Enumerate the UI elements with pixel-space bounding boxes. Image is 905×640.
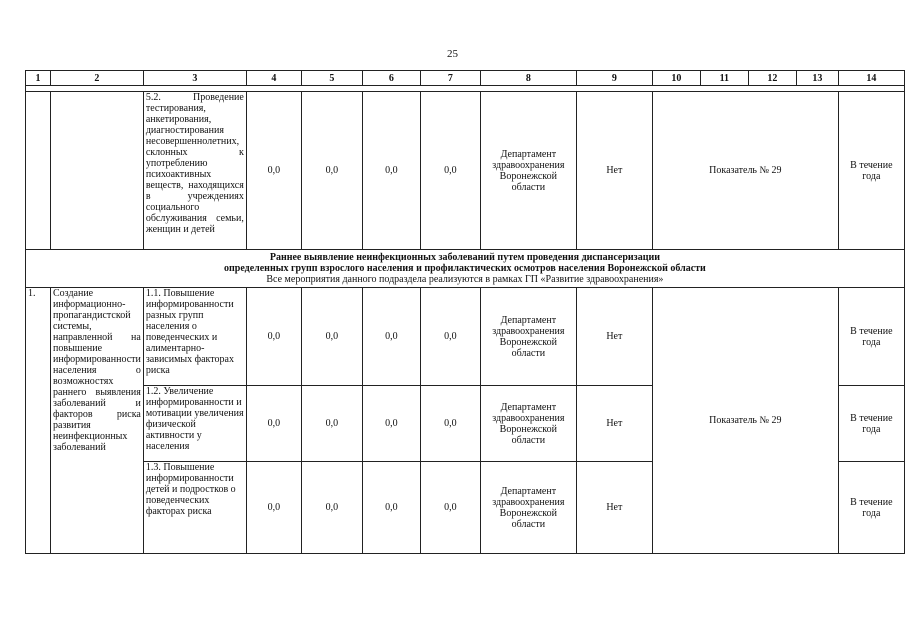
table-row	[26, 288, 905, 386]
col-header: 6	[362, 71, 420, 86]
col-header: 10	[652, 71, 700, 86]
col-header: 12	[748, 71, 796, 86]
value-cell: 0,0	[246, 386, 301, 462]
col-header: 8	[480, 71, 576, 86]
activity-description: 1.1. Повышение информированности разных групп населения о поведенческих и алиментарно-зависимых факторах риска	[143, 288, 246, 386]
department-cell: Департамент здравоохранения Воронежской области	[480, 462, 576, 554]
group-name: Создание информационно-пропагандистской системы, направленной на повышение информированности населения о возможностях раннего выявления заболеваний и факторов риска развития неинфекционных заболеваний	[51, 288, 144, 554]
table-row	[26, 92, 905, 250]
row-number: 1.	[26, 288, 51, 554]
value-cell: 0,0	[301, 288, 362, 386]
department-cell: Департамент здравоохранения Воронежской области	[480, 92, 576, 250]
col-header: 9	[576, 71, 652, 86]
value-cell: 0,0	[362, 386, 420, 462]
col-header: 7	[420, 71, 480, 86]
value-cell: 0,0	[420, 288, 480, 386]
activity-description: 1.3. Повышение информированности детей и подростков о поведенческих факторах риска	[143, 462, 246, 554]
value-cell: 0,0	[362, 288, 420, 386]
indicator-cell: Показатель № 29	[652, 92, 838, 250]
funding-cell: Нет	[576, 462, 652, 554]
section-title: определенных групп взрослого населения и профилактических осмотров населения Воронежской области	[224, 263, 706, 274]
value-cell: 0,0	[420, 462, 480, 554]
department-cell: Департамент здравоохранения Воронежской области	[480, 288, 576, 386]
funding-cell: Нет	[576, 288, 652, 386]
term-cell: В течение года	[838, 288, 904, 386]
value-cell: 0,0	[246, 462, 301, 554]
activity-description: 1.2. Увеличение информированности и мотивации увеличения физической активности у населения	[143, 386, 246, 462]
term-cell: В течение года	[838, 462, 904, 554]
value-cell: 0,0	[301, 462, 362, 554]
term-cell: В течение года	[838, 386, 904, 462]
value-cell: 0,0	[246, 288, 301, 386]
section-note: Все мероприятия данного подраздела реализуются в рамках ГП «Развитие здравоохранения»	[266, 274, 664, 285]
col-header: 1	[26, 71, 51, 86]
col-header: 13	[796, 71, 838, 86]
activity-description: 5.2. Проведение тестирования, анкетирования, диагностирования несовершеннолетних, склонных к употреблению психоактивных веществ, находящихся в учреждениях социального обслуживания семьи, женщин и детей	[143, 92, 246, 250]
col-header: 11	[700, 71, 748, 86]
value-cell: 0,0	[420, 386, 480, 462]
col-header: 5	[301, 71, 362, 86]
value-cell: 0,0	[246, 92, 301, 250]
term-cell: В течение года	[838, 92, 904, 250]
funding-cell: Нет	[576, 92, 652, 250]
department-cell: Департамент здравоохранения Воронежской области	[480, 386, 576, 462]
column-number-row	[26, 71, 905, 86]
funding-cell: Нет	[576, 386, 652, 462]
col-header: 3	[143, 71, 246, 86]
col-header: 14	[838, 71, 904, 86]
value-cell: 0,0	[362, 92, 420, 250]
section-header-row	[26, 250, 905, 288]
col-header: 4	[246, 71, 301, 86]
col-header: 2	[51, 71, 144, 86]
section-title: Раннее выявление неинфекционных заболеваний путем проведения диспансеризации	[269, 252, 660, 263]
page-number: 25	[447, 48, 458, 60]
indicator-cell: Показатель № 29	[652, 288, 838, 554]
value-cell: 0,0	[362, 462, 420, 554]
value-cell: 0,0	[301, 386, 362, 462]
program-table	[25, 70, 905, 554]
value-cell: 0,0	[301, 92, 362, 250]
value-cell: 0,0	[420, 92, 480, 250]
